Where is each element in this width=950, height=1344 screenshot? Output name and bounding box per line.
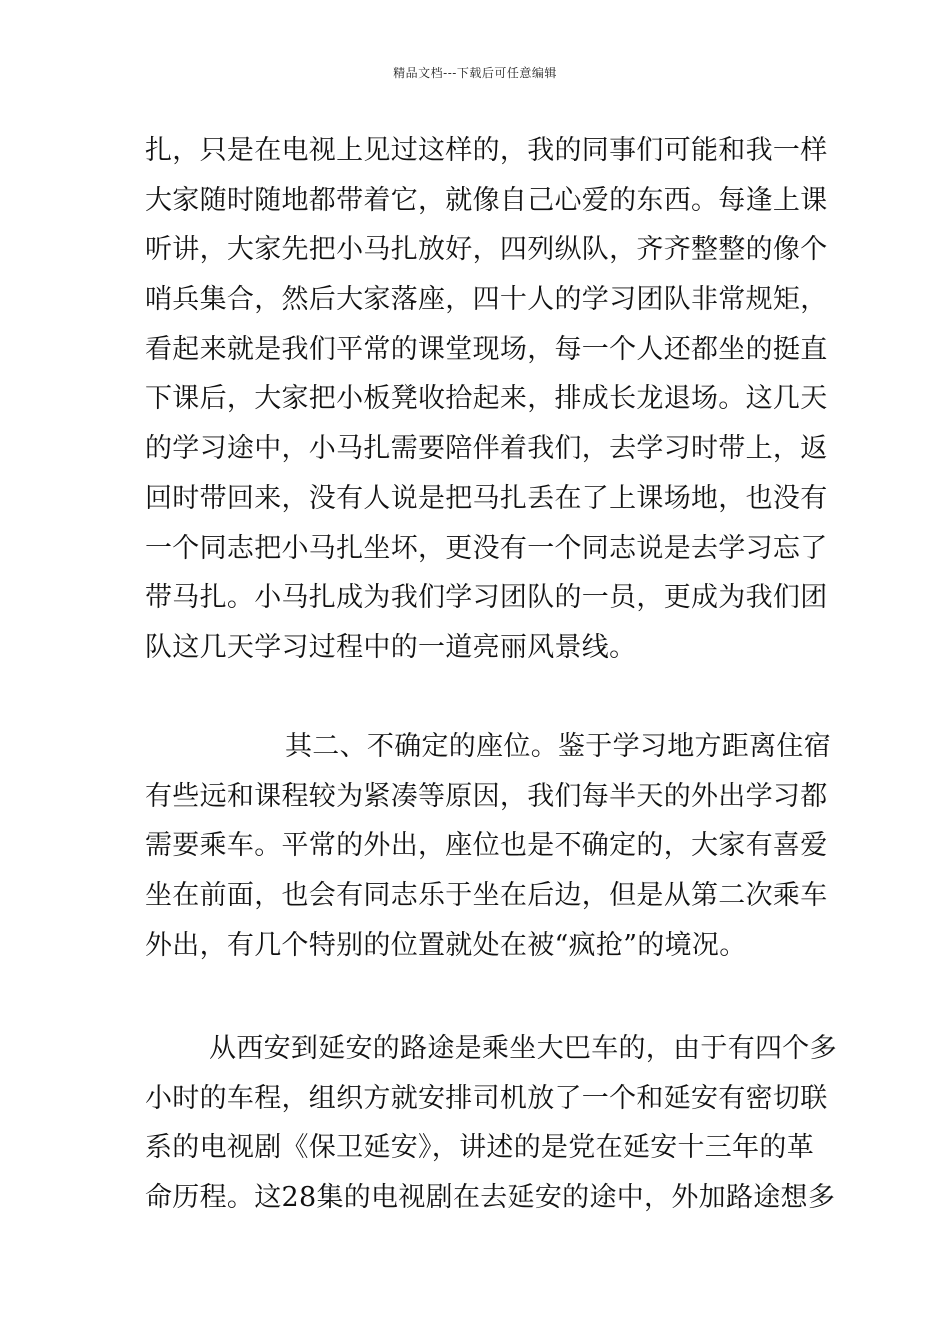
text-line: 坐在前面，也会有同志乐于坐在后边，但是从第二次乘车 [145, 880, 828, 912]
text-line: 其二、不确定的座位。鉴于学习地方距离住宿 [285, 731, 831, 762]
text-line: 看起来就是我们平常的课堂现场，每一个人还都坐的挺直 [145, 333, 828, 365]
text-line: 从西安到延安的路途是乘坐大巴车的，由于有四个多 [209, 1033, 837, 1064]
text-line: 一个同志把小马扎坐坏，更没有一个同志说是去学习忘了 [145, 532, 828, 564]
text-line: 队这几天学习过程中的一道亮丽风景线。 [145, 631, 637, 663]
text-line: 系的电视剧《保卫延安》，讲述的是党在延安十三年的革 [145, 1132, 814, 1164]
text-line: 大家随时随地都带着它，就像自己心爱的东西。每逢上课 [145, 184, 828, 216]
text-line: 有些远和课程较为紧凑等原因，我们每半天的外出学习都 [145, 780, 828, 812]
page-header-watermark: 精品文档---下载后可任意编辑 [393, 66, 557, 80]
text-line: 需要乘车。平常的外出，座位也是不确定的，大家有喜爱 [145, 830, 828, 862]
text-line: 小时的车程，组织方就安排司机放了一个和延安有密切联 [145, 1082, 828, 1114]
text-line: 哨兵集合，然后大家落座，四十人的学习团队非常规矩， [145, 284, 828, 316]
text-line: 带马扎。小马扎成为我们学习团队的一员，更成为我们团 [145, 582, 828, 614]
text-line: 命历程。这28集的电视剧在去延安的途中，外加路途想多 [145, 1182, 836, 1214]
text-line: 外出，有几个特别的位置就处在被“疯抢”的境况。 [145, 929, 747, 961]
text-line: 听讲，大家先把小马扎放好，四列纵队，齐齐整整的像个 [145, 234, 828, 266]
text-line: 的学习途中，小马扎需要陪伴着我们，去学习时带上，返 [145, 433, 828, 465]
text-line: 下课后，大家把小板凳收拾起来，排成长龙退场。这几天 [145, 383, 828, 415]
text-line: 扎，只是在电视上见过这样的，我的同事们可能和我一样 [145, 135, 828, 166]
paragraph-1 [145, 126, 828, 673]
text-line: 回时带回来，没有人说是把马扎丢在了上课场地，也没有 [145, 482, 828, 514]
paragraph-3 [145, 1024, 837, 1223]
paragraph-2 [145, 722, 831, 970]
